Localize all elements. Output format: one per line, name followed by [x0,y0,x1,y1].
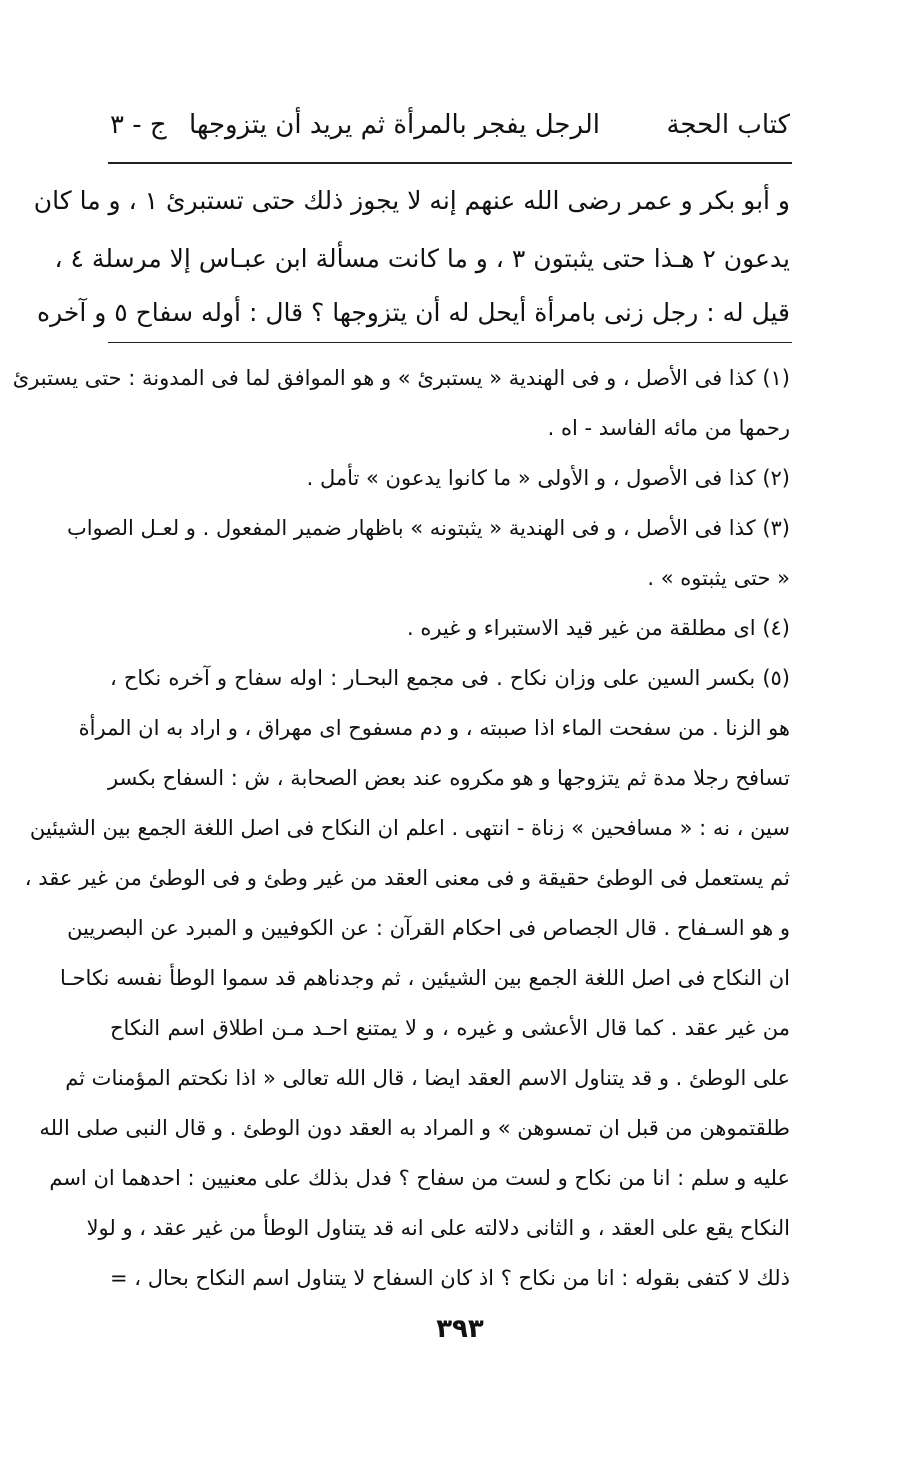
footnote-line: (٤) اى مطلقة من غير قيد الاستبراء و غيره . [407,616,790,640]
footnote-line: سين ، نه : « مسافحين » زناة - انتهى . اعلم ان النكاح فى اصل اللغة الجمع بين الشيئين [29,816,790,840]
footnote-rule [108,342,792,343]
footnote-line: على الوطئ . و قد يتناول الاسم العقد ايضا ، قال الله تعالى « اذا نكحتم المؤمنات ثم [65,1066,790,1090]
running-header [110,104,790,160]
footnote-line: (٣) كذا فى الأصل ، و فى الهندية « يثبتونه » باظهار ضمير المفعول . و لعـل الصواب [66,516,790,540]
footnote-line: ان النكاح فى اصل اللغة الجمع بين الشيئين ، ثم وجدناهم قد سموا الوطأ نفسه نكاحـا [60,966,790,990]
footnote-line: و هو السـفاح . قال الجصاص فى احكام القرآن : عن الكوفيين و المبرد عن البصريين [67,916,790,940]
footnote-line: رحمها من مائه الفاسد - اه . [547,416,790,440]
footnote-line: النكاح يقع على العقد ، و الثانى دلالته على انه قد يتناول الوطأ من غير عقد ، و لولا [86,1216,790,1240]
footnote-line: طلقتموهن من قبل ان تمسوهن » و المراد به العقد دون الوطئ . و قال النبى صلى الله [39,1116,790,1140]
header-rule [108,162,792,164]
footnote-line: (١) كذا فى الأصل ، و فى الهندية « يستبرئ » و هو الموافق لما فى المدونة : حتى يستبرئ [12,366,790,390]
main-line: و أبو بكر و عمر رضى الله عنهم إنه لا يجوز ذلك حتى تستبرئ ١ ، و ما كان [33,186,790,215]
book-title: كتاب الحجة [666,110,790,140]
main-line: يدعون ٢ هـذا حتى يثبتون ٣ ، و ما كانت مسألة ابن عبـاس إلا مرسلة ٤ ، [54,244,790,273]
footnote-line: من غير عقد . كما قال الأعشى و غيره ، و لا يمتنع احـد مـن اطلاق اسم النكاح [110,1016,790,1040]
footnote-line: تسافح رجلا مدة ثم يتزوجها و هو مكروه عند بعض الصحابة ، ش : السفاح بكسر [108,766,790,790]
footnote-line: (٢) كذا فى الأصول ، و الأولى « ما كانوا يدعون » تأمل . [306,466,790,490]
footnote-line: « حتى يثبتوه » . [647,566,790,590]
footnote-line: ثم يستعمل فى الوطئ حقيقة و فى معنى العقد من غير وطئ و فى الوطئ من غير عقد ، [24,866,790,890]
footnote-line: هو الزنا . من سفحت الماء اذا صببته ، و دم مسفوح اى مهراق ، و اراد به ان المرأة [78,716,790,740]
page-number: ٣٩٣ [436,1314,484,1344]
footnote-line: عليه و سلم : انا من نكاح و لست من سفاح ؟ فدل بذلك على معنيين : احدهما ان اسم [49,1166,790,1190]
footnote-line: ذلك لا كتفى بقوله : انا من نكاح ؟ اذ كان السفاح لا يتناول اسم النكاح بحال ، = [110,1266,790,1290]
chapter-title: الرجل يفجر بالمرأة ثم يريد أن يتزوجها [189,110,600,140]
footnote-line: (٥) بكسر السين على وزان نكاح . فى مجمع البحـار : اوله سفاح و آخره نكاح ، [110,666,790,690]
main-line: قيل له : رجل زنى بامرأة أيحل له أن يتزوجها ؟ قال : أوله سفاح ٥ و آخره [37,298,790,327]
volume-label: ج - ٣ [110,110,167,140]
